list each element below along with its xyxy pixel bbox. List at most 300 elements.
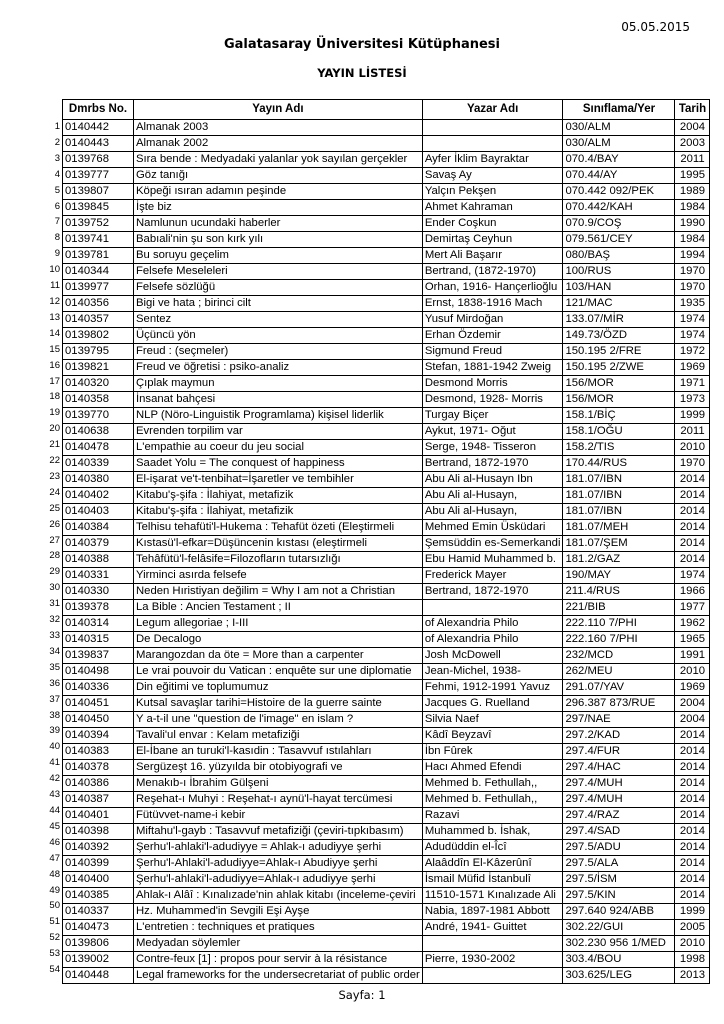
cell-author: Stefan, 1881-1942 Zweig xyxy=(422,360,563,376)
table-row xyxy=(63,744,710,760)
cell-dmrbs: 0140402 xyxy=(63,488,134,504)
cell-dmrbs: 0140358 xyxy=(63,392,134,408)
cell-author: Şemsüddin es-Semerkandi xyxy=(422,536,563,552)
cell-dmrbs: 0139845 xyxy=(63,200,134,216)
cell-author xyxy=(422,120,563,136)
cell-dmrbs: 0140398 xyxy=(63,824,134,840)
cell-dmrbs: 0140392 xyxy=(63,840,134,856)
cell-year: 2014 xyxy=(675,536,710,552)
cell-title: Çıplak maymun xyxy=(134,376,423,392)
cell-dmrbs: 0139741 xyxy=(63,232,134,248)
cell-classification: 181.07/IBN xyxy=(563,472,675,488)
row-number: 40 xyxy=(49,741,60,753)
cell-dmrbs: 0140387 xyxy=(63,792,134,808)
table-row xyxy=(63,680,710,696)
cell-dmrbs: 0140336 xyxy=(63,680,134,696)
cell-author: Turgay Biçer xyxy=(422,408,563,424)
cell-author: Bertrand, 1872-1970 xyxy=(422,584,563,600)
cell-year: 1970 xyxy=(675,280,710,296)
cell-dmrbs: 0140450 xyxy=(63,712,134,728)
cell-title: Neden Hıristiyan değilim = Why I am not a Christian xyxy=(134,584,423,600)
table-row xyxy=(63,168,710,184)
cell-classification: 297.4/MUH xyxy=(563,776,675,792)
cell-dmrbs: 0140403 xyxy=(63,504,134,520)
cell-title: Ahlak-ı Alâî : Kınalızade'nin ahlak kitabı (inceleme-çeviri xyxy=(134,888,423,904)
cell-dmrbs: 0140380 xyxy=(63,472,134,488)
cell-dmrbs: 0139807 xyxy=(63,184,134,200)
cell-title: Almanak 2003 xyxy=(134,120,423,136)
cell-dmrbs: 0140330 xyxy=(63,584,134,600)
row-number: 28 xyxy=(49,550,60,562)
table-row xyxy=(63,440,710,456)
cell-title: Yirminci asırda felsefe xyxy=(134,568,423,584)
cell-classification: 190/MAY xyxy=(563,568,675,584)
cell-dmrbs: 0140344 xyxy=(63,264,134,280)
table-row xyxy=(63,248,710,264)
row-number-column xyxy=(36,119,60,978)
cell-dmrbs: 0140337 xyxy=(63,904,134,920)
cell-dmrbs: 0140320 xyxy=(63,376,134,392)
cell-year: 1969 xyxy=(675,680,710,696)
cell-classification: 181.07/MEH xyxy=(563,520,675,536)
cell-classification: 070.4/BAY xyxy=(563,152,675,168)
table-row xyxy=(63,632,710,648)
cell-classification: 181.07/ŞEM xyxy=(563,536,675,552)
cell-classification: 297.4/SAD xyxy=(563,824,675,840)
cell-title: Şerhu'l-Ahlaki'l-adudiyye=Ahlak-ı Abudiyye şerhi xyxy=(134,856,423,872)
cell-author: Kâdî Beyzavî xyxy=(422,728,563,744)
cell-dmrbs: 0140451 xyxy=(63,696,134,712)
cell-title: Kitabu'ş-şifa : İlahiyat, metafizik xyxy=(134,504,423,520)
page-title: Galatasaray Üniversitesi Kütüphanesi xyxy=(223,37,501,52)
cell-year: 2014 xyxy=(675,472,710,488)
cell-title: La Bible : Ancien Testament ; II xyxy=(134,600,423,616)
table-row xyxy=(63,792,710,808)
table-row xyxy=(63,712,710,728)
cell-author: Muhammed b. İshak, xyxy=(422,824,563,840)
cell-title: Freud : (seçmeler) xyxy=(134,344,423,360)
cell-classification: 103/HAN xyxy=(563,280,675,296)
cell-year: 1970 xyxy=(675,264,710,280)
cell-year: 2005 xyxy=(675,920,710,936)
cell-dmrbs: 0140448 xyxy=(63,968,134,984)
cell-year: 1962 xyxy=(675,616,710,632)
cell-dmrbs: 0140339 xyxy=(63,456,134,472)
table-row xyxy=(63,552,710,568)
cell-dmrbs: 0139002 xyxy=(63,952,134,968)
cell-author: Nabia, 1897-1981 Abbott xyxy=(422,904,563,920)
cell-title: İşte biz xyxy=(134,200,423,216)
cell-year: 1973 xyxy=(675,392,710,408)
table-row xyxy=(63,664,710,680)
cell-year: 2014 xyxy=(675,552,710,568)
cell-dmrbs: 0140384 xyxy=(63,520,134,536)
cell-classification: 030/ALM xyxy=(563,120,675,136)
cell-year: 2014 xyxy=(675,744,710,760)
cell-dmrbs: 0139795 xyxy=(63,344,134,360)
cell-dmrbs: 0140383 xyxy=(63,744,134,760)
cell-title: L'empathie au coeur du jeu social xyxy=(134,440,423,456)
table-row xyxy=(63,232,710,248)
cell-classification: 297.4/HAC xyxy=(563,760,675,776)
table-row xyxy=(63,728,710,744)
table-row xyxy=(63,840,710,856)
cell-dmrbs: 0139806 xyxy=(63,936,134,952)
cell-year: 1984 xyxy=(675,200,710,216)
cell-title: Medyadan söylemler xyxy=(134,936,423,952)
cell-dmrbs: 0140638 xyxy=(63,424,134,440)
cell-dmrbs: 0140379 xyxy=(63,536,134,552)
column-header-dmrbs: Dmrbs No. xyxy=(63,100,134,120)
cell-author xyxy=(422,936,563,952)
cell-author: Abu Ali al-Husayn Ibn xyxy=(422,472,563,488)
row-number: 39 xyxy=(49,725,60,737)
cell-author: Jacques G. Ruelland xyxy=(422,696,563,712)
table-row xyxy=(63,616,710,632)
cell-title: Y a-t-il une "question de l'image" en islam ? xyxy=(134,712,423,728)
cell-year: 2014 xyxy=(675,856,710,872)
cell-author: Demirtaş Ceyhun xyxy=(422,232,563,248)
column-header-classification: Sınıflama/Yer xyxy=(563,100,675,120)
row-number: 1 xyxy=(54,121,60,132)
table-row xyxy=(63,504,710,520)
cell-classification: 296.387 873/RUE xyxy=(563,696,675,712)
cell-title: Evrenden torpilim var xyxy=(134,424,423,440)
table-row xyxy=(63,136,710,152)
cell-classification: 149.73/ÖZD xyxy=(563,328,675,344)
cell-author: Erhan Özdemir xyxy=(422,328,563,344)
cell-year: 1974 xyxy=(675,328,710,344)
cell-title: Miftahu'l-gayb : Tasavvuf metafiziği (çeviri-tıpkıbasım) xyxy=(134,824,423,840)
cell-title: İnsanat bahçesi xyxy=(134,392,423,408)
cell-classification: 262/MEU xyxy=(563,664,675,680)
table-row xyxy=(63,936,710,952)
cell-classification: 121/MAC xyxy=(563,296,675,312)
row-number: 31 xyxy=(49,598,60,610)
cell-classification: 080/BAŞ xyxy=(563,248,675,264)
cell-author: 11510-1571 Kınalızade Ali xyxy=(422,888,563,904)
table-row xyxy=(63,328,710,344)
row-number: 53 xyxy=(49,948,60,960)
cell-title: Sıra bende : Medyadaki yalanlar yok sayılan gerçekler xyxy=(134,152,423,168)
cell-dmrbs: 0140394 xyxy=(63,728,134,744)
row-number: 50 xyxy=(49,900,60,912)
cell-author: Alaâddîn El-Kâzerûnî xyxy=(422,856,563,872)
row-number: 14 xyxy=(49,327,60,339)
cell-author: Yalçın Pekşen xyxy=(422,184,563,200)
cell-title: Bigi ve hata ; birinci cilt xyxy=(134,296,423,312)
cell-year: 2014 xyxy=(675,808,710,824)
cell-year: 2014 xyxy=(675,792,710,808)
row-number: 49 xyxy=(49,884,60,896)
cell-classification: 070.442/KAH xyxy=(563,200,675,216)
column-header-title: Yayın Adı xyxy=(134,100,423,120)
row-number: 4 xyxy=(54,168,60,180)
cell-title: Marangozdan da öte = More than a carpenter xyxy=(134,648,423,664)
row-number: 11 xyxy=(50,280,60,292)
cell-author: Mert Ali Başarır xyxy=(422,248,563,264)
row-number: 13 xyxy=(49,311,60,323)
table-row xyxy=(63,920,710,936)
cell-classification: 150.195 2/FRE xyxy=(563,344,675,360)
row-number: 36 xyxy=(49,677,60,689)
row-number: 19 xyxy=(49,407,60,419)
cell-dmrbs: 0140478 xyxy=(63,440,134,456)
cell-year: 2014 xyxy=(675,824,710,840)
cell-dmrbs: 0140443 xyxy=(63,136,134,152)
cell-author: Razavi xyxy=(422,808,563,824)
cell-title: Namlunun ucundaki haberler xyxy=(134,216,423,232)
row-number: 20 xyxy=(49,423,60,435)
cell-dmrbs: 0140386 xyxy=(63,776,134,792)
cell-author: of Alexandria Philo xyxy=(422,616,563,632)
cell-year: 2004 xyxy=(675,696,710,712)
cell-title: El-İbane an turuki'l-kasıdin : Tasavvuf ıstılahları xyxy=(134,744,423,760)
cell-classification: 181.07/IBN xyxy=(563,504,675,520)
row-number: 12 xyxy=(49,295,60,307)
cell-author: Serge, 1948- Tisseron xyxy=(422,440,563,456)
cell-dmrbs: 0140498 xyxy=(63,664,134,680)
table-row xyxy=(63,696,710,712)
row-number: 10 xyxy=(49,264,60,276)
table-row xyxy=(63,184,710,200)
cell-dmrbs: 0140473 xyxy=(63,920,134,936)
cell-year: 2014 xyxy=(675,760,710,776)
table-row xyxy=(63,456,710,472)
cell-classification: 070.9/COŞ xyxy=(563,216,675,232)
table-row xyxy=(63,344,710,360)
cell-classification: 297.5/ADU xyxy=(563,840,675,856)
table-row xyxy=(63,520,710,536)
row-number: 33 xyxy=(49,630,60,641)
row-number: 23 xyxy=(49,470,60,482)
cell-dmrbs: 0139770 xyxy=(63,408,134,424)
table-row xyxy=(63,776,710,792)
cell-year: 2004 xyxy=(675,712,710,728)
cell-classification: 100/RUS xyxy=(563,264,675,280)
cell-year: 2014 xyxy=(675,888,710,904)
cell-classification: 156/MOR xyxy=(563,376,675,392)
row-number: 8 xyxy=(54,232,60,244)
cell-year: 1999 xyxy=(675,904,710,920)
cell-year: 1995 xyxy=(675,168,710,184)
row-number: 42 xyxy=(49,773,60,785)
column-header-author: Yazar Adı xyxy=(422,100,563,120)
table-row xyxy=(63,648,710,664)
table-row xyxy=(63,824,710,840)
row-number: 43 xyxy=(49,789,60,801)
cell-dmrbs: 0140400 xyxy=(63,872,134,888)
cell-dmrbs: 0140399 xyxy=(63,856,134,872)
table-row xyxy=(63,536,710,552)
cell-author: Sigmund Freud xyxy=(422,344,563,360)
cell-title: Tehâfütü'l-felâsife=Filozofların tutarsızlığı xyxy=(134,552,423,568)
cell-title: Kutsal savaşlar tarihi=Histoire de la guerre sainte xyxy=(134,696,423,712)
row-number: 2 xyxy=(54,136,60,148)
cell-dmrbs: 0140356 xyxy=(63,296,134,312)
table-row xyxy=(63,200,710,216)
table-row xyxy=(63,968,710,984)
cell-dmrbs: 0139752 xyxy=(63,216,134,232)
cell-year: 1999 xyxy=(675,408,710,424)
cell-year: 2010 xyxy=(675,440,710,456)
print-date: 05.05.2015 xyxy=(621,20,690,34)
cell-year: 1970 xyxy=(675,456,710,472)
cell-classification: 291.07/YAV xyxy=(563,680,675,696)
row-number: 7 xyxy=(54,216,60,228)
cell-title: Menakıb-ı İbrahim Gülşeni xyxy=(134,776,423,792)
cell-title: Babıali'nin şu son kırk yılı xyxy=(134,232,423,248)
cell-year: 1969 xyxy=(675,360,710,376)
cell-year: 2014 xyxy=(675,488,710,504)
cell-author: Aykut, 1971- Oğut xyxy=(422,424,563,440)
cell-classification: 158.2/TIS xyxy=(563,440,675,456)
cell-year: 2014 xyxy=(675,776,710,792)
cell-title: Contre-feux [1] : propos pour servir à la résistance xyxy=(134,952,423,968)
cell-author: Hacı Ahmed Efendi xyxy=(422,760,563,776)
row-number: 52 xyxy=(49,932,60,944)
cell-title: NLP (Nöro-Linguistik Programlama) kişisel liderlik xyxy=(134,408,423,424)
cell-title: Göz tanığı xyxy=(134,168,423,184)
table-row xyxy=(63,488,710,504)
row-number: 5 xyxy=(54,184,60,196)
cell-author xyxy=(422,136,563,152)
table-row xyxy=(63,760,710,776)
cell-title: Fütüvvet-name-i kebir xyxy=(134,808,423,824)
cell-classification: 181.2/GAZ xyxy=(563,552,675,568)
cell-author: Mehmed b. Fethullah,, xyxy=(422,776,563,792)
table-row xyxy=(63,312,710,328)
cell-author: Frederick Mayer xyxy=(422,568,563,584)
cell-year: 1998 xyxy=(675,952,710,968)
cell-title: Felsefe sözlüğü xyxy=(134,280,423,296)
cell-year: 2011 xyxy=(675,424,710,440)
cell-author: Abu Ali al-Husayn, xyxy=(422,488,563,504)
table-row xyxy=(63,808,710,824)
cell-classification: 079.561/CEY xyxy=(563,232,675,248)
cell-dmrbs: 0140315 xyxy=(63,632,134,648)
row-number: 16 xyxy=(49,359,60,371)
row-number: 32 xyxy=(49,614,60,626)
cell-author: of Alexandria Philo xyxy=(422,632,563,648)
cell-author: Bertrand, (1872-1970) xyxy=(422,264,563,280)
table-row xyxy=(63,856,710,872)
cell-title: Kıstasü'l-efkar=Düşüncenin kıstası (eleştirmeli xyxy=(134,536,423,552)
cell-dmrbs: 0140357 xyxy=(63,312,134,328)
publication-table xyxy=(62,99,710,984)
cell-year: 1984 xyxy=(675,232,710,248)
table-row xyxy=(63,120,710,136)
cell-classification: 232/MCD xyxy=(563,648,675,664)
cell-year: 2014 xyxy=(675,872,710,888)
table-row xyxy=(63,472,710,488)
cell-classification: 297.5/ALA xyxy=(563,856,675,872)
cell-year: 2014 xyxy=(675,504,710,520)
cell-dmrbs: 0140385 xyxy=(63,888,134,904)
table-row xyxy=(63,584,710,600)
row-number: 27 xyxy=(49,534,60,546)
table-row xyxy=(63,280,710,296)
row-number: 21 xyxy=(49,439,60,451)
cell-year: 2014 xyxy=(675,840,710,856)
cell-classification: 222.110 7/PHI xyxy=(563,616,675,632)
cell-title: Felsefe Meseleleri xyxy=(134,264,423,280)
row-number: 29 xyxy=(49,566,60,578)
cell-classification: 303.4/BOU xyxy=(563,952,675,968)
cell-year: 1935 xyxy=(675,296,710,312)
table-row xyxy=(63,904,710,920)
cell-year: 1977 xyxy=(675,600,710,616)
cell-title: El-işarat ve't-tenbihat=İşaretler ve tembihler xyxy=(134,472,423,488)
cell-classification: 297.2/KAD xyxy=(563,728,675,744)
cell-author: Jean-Michel, 1938- xyxy=(422,664,563,680)
cell-author: Ernst, 1838-1916 Mach xyxy=(422,296,563,312)
row-number: 47 xyxy=(49,852,60,864)
cell-classification: 303.625/LEG xyxy=(563,968,675,984)
cell-classification: 181.07/IBN xyxy=(563,488,675,504)
table-row xyxy=(63,952,710,968)
cell-dmrbs: 0140442 xyxy=(63,120,134,136)
cell-title: Legum allegoriae ; I-III xyxy=(134,616,423,632)
cell-classification: 158.1/OĞU xyxy=(563,424,675,440)
cell-author xyxy=(422,600,563,616)
cell-year: 1966 xyxy=(675,584,710,600)
row-number: 3 xyxy=(54,152,60,164)
cell-title: Saadet Yolu = The conquest of happiness xyxy=(134,456,423,472)
cell-title: Hz. Muhammed'in Sevgili Eşi Ayşe xyxy=(134,904,423,920)
cell-dmrbs: 0140331 xyxy=(63,568,134,584)
cell-dmrbs: 0139768 xyxy=(63,152,134,168)
cell-year: 1974 xyxy=(675,568,710,584)
cell-title: Le vrai pouvoir du Vatican : enquête sur une diplomatie xyxy=(134,664,423,680)
cell-title: Şerhu'l-ahlaki'l-adudiyye=Ahlak-ı adudiyye şerhi xyxy=(134,872,423,888)
cell-year: 2011 xyxy=(675,152,710,168)
row-number: 34 xyxy=(49,645,60,657)
cell-year: 1989 xyxy=(675,184,710,200)
row-number: 22 xyxy=(49,455,60,467)
row-number: 18 xyxy=(49,391,60,403)
cell-classification: 133.07/MİR xyxy=(563,312,675,328)
column-header-year: Tarih xyxy=(675,100,710,120)
cell-classification: 297.640 924/ABB xyxy=(563,904,675,920)
row-number: 48 xyxy=(49,868,60,880)
row-number: 30 xyxy=(49,582,60,594)
cell-title: L'entretien : techniques et pratiques xyxy=(134,920,423,936)
cell-title: Kitabu'ş-şifa : İlahiyat, metafizik xyxy=(134,488,423,504)
cell-dmrbs: 0140378 xyxy=(63,760,134,776)
cell-classification: 221/BIB xyxy=(563,600,675,616)
table-row xyxy=(63,408,710,424)
cell-author: Ebu Hamid Muhammed b. xyxy=(422,552,563,568)
cell-classification: 302.230 956 1/MED xyxy=(563,936,675,952)
row-number: 26 xyxy=(49,518,60,530)
table-row xyxy=(63,872,710,888)
cell-year: 2013 xyxy=(675,968,710,984)
cell-author: Savaş Ay xyxy=(422,168,563,184)
table-row xyxy=(63,568,710,584)
cell-year: 1965 xyxy=(675,632,710,648)
cell-year: 2014 xyxy=(675,728,710,744)
cell-dmrbs: 0139821 xyxy=(63,360,134,376)
row-number: 6 xyxy=(54,200,60,212)
table-row xyxy=(63,152,710,168)
cell-dmrbs: 0139781 xyxy=(63,248,134,264)
table-row xyxy=(63,376,710,392)
row-number: 46 xyxy=(49,836,60,848)
cell-year: 2004 xyxy=(675,120,710,136)
cell-classification: 222.160 7/PHI xyxy=(563,632,675,648)
table-row xyxy=(63,888,710,904)
